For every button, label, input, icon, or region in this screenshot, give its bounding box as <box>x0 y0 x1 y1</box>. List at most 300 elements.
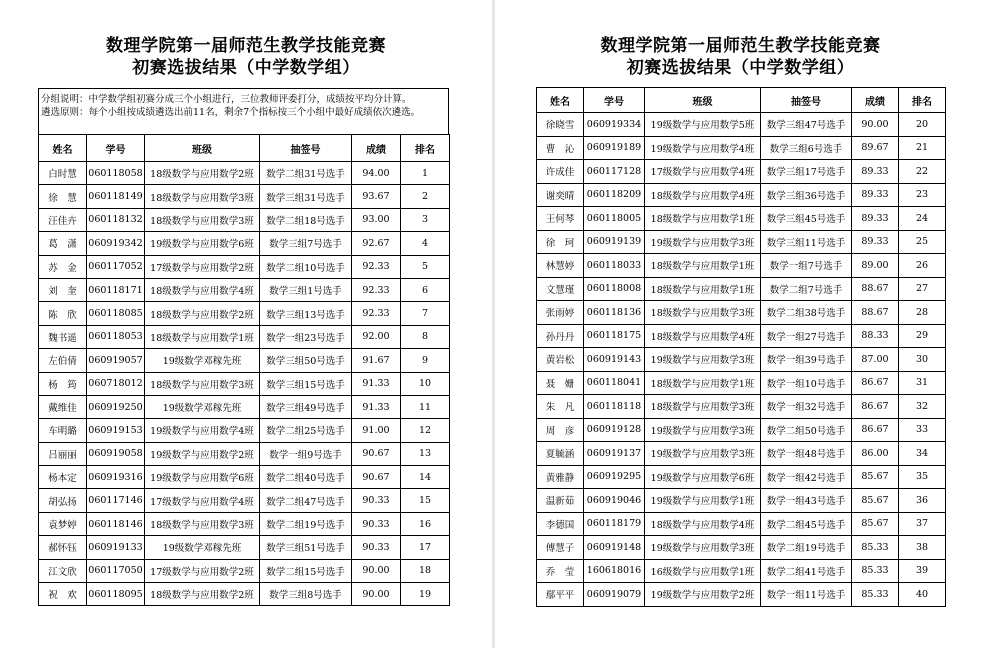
rank-cell: 36 <box>899 489 946 513</box>
class-cell: 19级数学与应用数学3班 <box>645 442 761 466</box>
score-cell: 85.33 <box>852 559 899 583</box>
class-cell: 19级数学与应用数学2班 <box>145 442 260 465</box>
page-title: 数理学院第一届师范生教学技能竞赛 <box>106 36 386 56</box>
score-cell: 85.67 <box>852 465 899 489</box>
class-cell: 18级数学与应用数学3班 <box>145 372 260 395</box>
student-id-cell: 060118171 <box>87 278 145 301</box>
rank-cell: 21 <box>899 136 946 160</box>
table-row <box>39 232 450 255</box>
rank-cell: 30 <box>899 348 946 372</box>
draw-number-cell: 数学一组10号选手 <box>761 371 852 395</box>
score-cell: 94.00 <box>352 162 401 185</box>
name-cell: 温新茹 <box>537 489 584 513</box>
score-cell: 92.67 <box>352 232 401 255</box>
table-row <box>537 160 946 184</box>
name-cell: 陈 欣 <box>39 302 87 325</box>
rank-cell: 37 <box>899 512 946 536</box>
score-cell: 92.33 <box>352 255 401 278</box>
student-id-cell: 060118209 <box>584 183 645 207</box>
score-cell: 90.67 <box>352 466 401 489</box>
name-cell: 徐 珂 <box>537 230 584 254</box>
name-cell: 白时慧 <box>39 162 87 185</box>
page-title: 数理学院第一届师范生教学技能竞赛 <box>600 36 881 56</box>
table-row <box>39 442 450 465</box>
score-cell: 91.33 <box>352 395 401 418</box>
score-cell: 89.33 <box>852 230 899 254</box>
class-cell: 19级数学与应用数学4班 <box>145 419 260 442</box>
draw-number-cell: 数学三组15号选手 <box>260 372 352 395</box>
rank-cell: 40 <box>899 583 946 607</box>
score-cell: 89.33 <box>852 160 899 184</box>
draw-number-cell: 数学一组42号选手 <box>761 465 852 489</box>
class-cell: 19级数学与应用数学6班 <box>145 466 260 489</box>
rank-cell: 16 <box>401 512 450 535</box>
rank-cell: 32 <box>899 395 946 419</box>
score-cell: 92.33 <box>352 302 401 325</box>
name-cell: 曹 沁 <box>537 136 584 160</box>
class-cell: 19级数学与应用数学3班 <box>645 418 761 442</box>
student-id-cell: 060118136 <box>584 301 645 325</box>
draw-number-cell: 数学三组17号选手 <box>761 160 852 184</box>
name-cell: 汪佳卉 <box>39 208 87 231</box>
student-id-cell: 060919057 <box>87 349 145 372</box>
draw-number-cell: 数学三组13号选手 <box>260 302 352 325</box>
student-id-cell: 060919250 <box>87 395 145 418</box>
score-cell: 85.33 <box>852 583 899 607</box>
table-row <box>537 277 946 301</box>
draw-number-cell: 数学二组38号选手 <box>761 301 852 325</box>
class-cell: 17级数学与应用数学4班 <box>645 160 761 184</box>
name-cell: 苏 金 <box>39 255 87 278</box>
student-id-cell: 060118132 <box>87 208 145 231</box>
student-id-cell: 060919133 <box>87 536 145 559</box>
name-cell: 杨 筠 <box>39 372 87 395</box>
table-row <box>39 372 450 395</box>
results-table-right <box>536 87 946 607</box>
student-id-cell: 060919334 <box>584 113 645 137</box>
class-cell: 18级数学与应用数学1班 <box>145 325 260 348</box>
score-cell: 85.33 <box>852 536 899 560</box>
rank-cell: 5 <box>401 255 450 278</box>
class-cell: 17级数学与应用数学2班 <box>145 255 260 278</box>
student-id-cell: 060919058 <box>87 442 145 465</box>
table-row <box>39 162 450 185</box>
student-id-cell: 060919153 <box>87 419 145 442</box>
table-row <box>537 230 946 254</box>
column-header: 抽签号 <box>260 135 352 162</box>
class-cell: 18级数学与应用数学3班 <box>645 395 761 419</box>
student-id-cell: 060117128 <box>584 160 645 184</box>
class-cell: 18级数学与应用数学4班 <box>645 512 761 536</box>
class-cell: 19级数学邓稼先班 <box>145 349 260 372</box>
table-row <box>39 349 450 372</box>
score-cell: 90.00 <box>352 583 401 606</box>
rank-cell: 13 <box>401 442 450 465</box>
column-header: 班级 <box>145 135 260 162</box>
table-row <box>537 465 946 489</box>
rank-cell: 8 <box>401 325 450 348</box>
table-row <box>537 113 946 137</box>
class-cell: 19级数学与应用数学6班 <box>645 465 761 489</box>
rank-cell: 27 <box>899 277 946 301</box>
name-cell: 戴维佳 <box>39 395 87 418</box>
draw-number-cell: 数学一组7号选手 <box>761 254 852 278</box>
name-cell: 文慧瑾 <box>537 277 584 301</box>
score-cell: 85.67 <box>852 489 899 513</box>
student-id-cell: 060118033 <box>584 254 645 278</box>
class-cell: 19级数学与应用数学6班 <box>145 232 260 255</box>
rank-cell: 7 <box>401 302 450 325</box>
name-cell: 王何琴 <box>537 207 584 231</box>
student-id-cell: 060117050 <box>87 559 145 582</box>
score-cell: 92.00 <box>352 325 401 348</box>
draw-number-cell: 数学三组31号选手 <box>260 185 352 208</box>
name-cell: 吕丽丽 <box>39 442 87 465</box>
document-page-left <box>0 0 492 648</box>
table-row <box>537 371 946 395</box>
draw-number-cell: 数学三组7号选手 <box>260 232 352 255</box>
student-id-cell: 060919079 <box>584 583 645 607</box>
table-row <box>537 254 946 278</box>
draw-number-cell: 数学二组10号选手 <box>260 255 352 278</box>
draw-number-cell: 数学三组36号选手 <box>761 183 852 207</box>
score-cell: 92.33 <box>352 278 401 301</box>
draw-number-cell: 数学三组45号选手 <box>761 207 852 231</box>
score-cell: 91.00 <box>352 419 401 442</box>
table-row <box>537 136 946 160</box>
name-cell: 郝怀钰 <box>39 536 87 559</box>
table-row <box>39 278 450 301</box>
table-row <box>39 512 450 535</box>
student-id-cell: 060919342 <box>87 232 145 255</box>
class-cell: 18级数学与应用数学3班 <box>145 208 260 231</box>
score-cell: 85.67 <box>852 512 899 536</box>
draw-number-cell: 数学二组47号选手 <box>260 489 352 512</box>
student-id-cell: 060118085 <box>87 302 145 325</box>
name-cell: 黄岩松 <box>537 348 584 372</box>
score-cell: 90.33 <box>352 512 401 535</box>
student-id-cell: 060118179 <box>584 512 645 536</box>
score-cell: 89.67 <box>852 136 899 160</box>
rank-cell: 39 <box>899 559 946 583</box>
column-header: 排名 <box>899 88 946 113</box>
class-cell: 18级数学与应用数学1班 <box>645 207 761 231</box>
name-cell: 刘 奎 <box>39 278 87 301</box>
student-id-cell: 060118095 <box>87 583 145 606</box>
class-cell: 19级数学与应用数学4班 <box>645 136 761 160</box>
rank-cell: 35 <box>899 465 946 489</box>
score-cell: 86.67 <box>852 418 899 442</box>
name-cell: 谢奕晴 <box>537 183 584 207</box>
name-cell: 胡弘扬 <box>39 489 87 512</box>
draw-number-cell: 数学二组40号选手 <box>260 466 352 489</box>
student-id-cell: 060919295 <box>584 465 645 489</box>
table-row <box>39 325 450 348</box>
table-row <box>39 302 450 325</box>
score-cell: 87.00 <box>852 348 899 372</box>
table-row <box>537 442 946 466</box>
rank-cell: 20 <box>899 113 946 137</box>
table-row <box>537 512 946 536</box>
rank-cell: 28 <box>899 301 946 325</box>
rank-cell: 15 <box>401 489 450 512</box>
draw-number-cell: 数学一组27号选手 <box>761 324 852 348</box>
score-cell: 86.67 <box>852 395 899 419</box>
score-cell: 88.67 <box>852 301 899 325</box>
name-cell: 车明璐 <box>39 419 87 442</box>
rank-cell: 22 <box>899 160 946 184</box>
name-cell: 李德国 <box>537 512 584 536</box>
score-cell: 90.33 <box>352 536 401 559</box>
draw-number-cell: 数学一组11号选手 <box>761 583 852 607</box>
name-cell: 聂 姗 <box>537 371 584 395</box>
column-header: 姓名 <box>39 135 87 162</box>
score-cell: 88.67 <box>852 277 899 301</box>
rank-cell: 19 <box>401 583 450 606</box>
class-cell: 18级数学与应用数学3班 <box>145 185 260 208</box>
class-cell: 16级数学与应用数学1班 <box>645 559 761 583</box>
table-row <box>39 559 450 582</box>
class-cell: 18级数学与应用数学2班 <box>145 162 260 185</box>
score-cell: 86.00 <box>852 442 899 466</box>
class-cell: 18级数学与应用数学3班 <box>645 301 761 325</box>
rank-cell: 29 <box>899 324 946 348</box>
rank-cell: 1 <box>401 162 450 185</box>
table-row <box>39 583 450 606</box>
rank-cell: 14 <box>401 466 450 489</box>
student-id-cell: 060118118 <box>584 395 645 419</box>
table-row <box>39 536 450 559</box>
student-id-cell: 060919189 <box>584 136 645 160</box>
class-cell: 17级数学与应用数学4班 <box>145 489 260 512</box>
draw-number-cell: 数学三组8号选手 <box>260 583 352 606</box>
name-cell: 鄢平平 <box>537 583 584 607</box>
table-row <box>537 301 946 325</box>
score-cell: 89.00 <box>852 254 899 278</box>
column-header: 排名 <box>401 135 450 162</box>
student-id-cell: 060919046 <box>584 489 645 513</box>
name-cell: 乔 莹 <box>537 559 584 583</box>
class-cell: 18级数学与应用数学1班 <box>645 371 761 395</box>
student-id-cell: 060919128 <box>584 418 645 442</box>
student-id-cell: 060118058 <box>87 162 145 185</box>
column-header: 姓名 <box>537 88 584 113</box>
draw-number-cell: 数学二组41号选手 <box>761 559 852 583</box>
rank-cell: 2 <box>401 185 450 208</box>
class-cell: 18级数学与应用数学3班 <box>145 512 260 535</box>
draw-number-cell: 数学三组47号选手 <box>761 113 852 137</box>
score-cell: 93.67 <box>352 185 401 208</box>
student-id-cell: 060118175 <box>584 324 645 348</box>
draw-number-cell: 数学二组7号选手 <box>761 277 852 301</box>
rank-cell: 4 <box>401 232 450 255</box>
class-cell: 18级数学与应用数学1班 <box>645 277 761 301</box>
student-id-cell: 060919137 <box>584 442 645 466</box>
grouping-note: 分组说明：中学数学组初赛分成三个小组进行，三位教师评委打分，成绩按平均分计算。 <box>41 94 412 105</box>
name-cell: 周 彦 <box>537 418 584 442</box>
draw-number-cell: 数学二组19号选手 <box>260 512 352 535</box>
name-cell: 傅慧子 <box>537 536 584 560</box>
rank-cell: 11 <box>401 395 450 418</box>
class-cell: 18级数学与应用数学4班 <box>645 324 761 348</box>
rank-cell: 33 <box>899 418 946 442</box>
draw-number-cell: 数学三组11号选手 <box>761 230 852 254</box>
selection-note: 遴选原则：每个小组按成绩遴选出前11名，剩余7个指标按三个小组中最好成绩依次遴选。 <box>41 107 421 118</box>
class-cell: 19级数学与应用数学1班 <box>645 489 761 513</box>
score-cell: 90.33 <box>352 489 401 512</box>
draw-number-cell: 数学三组1号选手 <box>260 278 352 301</box>
student-id-cell: 060117052 <box>87 255 145 278</box>
table-row <box>39 395 450 418</box>
draw-number-cell: 数学二组50号选手 <box>761 418 852 442</box>
class-cell: 18级数学与应用数学4班 <box>645 183 761 207</box>
rank-cell: 34 <box>899 442 946 466</box>
name-cell: 魏书遥 <box>39 325 87 348</box>
table-row <box>39 466 450 489</box>
name-cell: 杨本定 <box>39 466 87 489</box>
class-cell: 19级数学与应用数学2班 <box>645 583 761 607</box>
name-cell: 张雨婷 <box>537 301 584 325</box>
draw-number-cell: 数学二组15号选手 <box>260 559 352 582</box>
name-cell: 孙丹丹 <box>537 324 584 348</box>
student-id-cell: 060118149 <box>87 185 145 208</box>
name-cell: 徐晓雪 <box>537 113 584 137</box>
table-row <box>537 348 946 372</box>
column-header: 成绩 <box>352 135 401 162</box>
name-cell: 黄雅静 <box>537 465 584 489</box>
name-cell: 徐 慧 <box>39 185 87 208</box>
table-row <box>537 418 946 442</box>
name-cell: 林慧婷 <box>537 254 584 278</box>
student-id-cell: 060919316 <box>87 466 145 489</box>
rank-cell: 18 <box>401 559 450 582</box>
rank-cell: 6 <box>401 278 450 301</box>
draw-number-cell: 数学一组32号选手 <box>761 395 852 419</box>
table-row <box>537 395 946 419</box>
table-row <box>537 559 946 583</box>
draw-number-cell: 数学二组31号选手 <box>260 162 352 185</box>
student-id-cell: 060118041 <box>584 371 645 395</box>
draw-number-cell: 数学二组19号选手 <box>761 536 852 560</box>
class-cell: 18级数学与应用数学1班 <box>645 254 761 278</box>
score-cell: 91.33 <box>352 372 401 395</box>
draw-number-cell: 数学三组6号选手 <box>761 136 852 160</box>
name-cell: 左伯倩 <box>39 349 87 372</box>
name-cell: 祝 欢 <box>39 583 87 606</box>
rank-cell: 9 <box>401 349 450 372</box>
column-header: 成绩 <box>852 88 899 113</box>
draw-number-cell: 数学二组45号选手 <box>761 512 852 536</box>
student-id-cell: 060718012 <box>87 372 145 395</box>
column-header: 抽签号 <box>761 88 852 113</box>
rank-cell: 26 <box>899 254 946 278</box>
name-cell: 葛 潇 <box>39 232 87 255</box>
student-id-cell: 060118008 <box>584 277 645 301</box>
draw-number-cell: 数学三组50号选手 <box>260 349 352 372</box>
table-row <box>537 324 946 348</box>
score-cell: 91.67 <box>352 349 401 372</box>
notes-box <box>38 88 449 134</box>
student-id-cell: 060919143 <box>584 348 645 372</box>
table-row <box>39 419 450 442</box>
class-cell: 19级数学邓稼先班 <box>145 536 260 559</box>
rank-cell: 10 <box>401 372 450 395</box>
table-row <box>537 207 946 231</box>
column-header: 学号 <box>87 135 145 162</box>
name-cell: 袁梦婷 <box>39 512 87 535</box>
student-id-cell: 060919139 <box>584 230 645 254</box>
student-id-cell: 060919148 <box>584 536 645 560</box>
draw-number-cell: 数学二组25号选手 <box>260 419 352 442</box>
draw-number-cell: 数学三组49号选手 <box>260 395 352 418</box>
rank-cell: 24 <box>899 207 946 231</box>
score-cell: 93.00 <box>352 208 401 231</box>
table-row <box>39 255 450 278</box>
student-id-cell: 060117146 <box>87 489 145 512</box>
draw-number-cell: 数学三组51号选手 <box>260 536 352 559</box>
student-id-cell: 060118146 <box>87 512 145 535</box>
column-header: 学号 <box>584 88 645 113</box>
student-id-cell: 160618016 <box>584 559 645 583</box>
draw-number-cell: 数学二组18号选手 <box>260 208 352 231</box>
draw-number-cell: 数学一组23号选手 <box>260 325 352 348</box>
rank-cell: 31 <box>899 371 946 395</box>
class-cell: 19级数学与应用数学3班 <box>645 348 761 372</box>
class-cell: 19级数学邓稼先班 <box>145 395 260 418</box>
draw-number-cell: 数学一组48号选手 <box>761 442 852 466</box>
class-cell: 18级数学与应用数学2班 <box>145 583 260 606</box>
table-row <box>537 489 946 513</box>
draw-number-cell: 数学一组43号选手 <box>761 489 852 513</box>
rank-cell: 12 <box>401 419 450 442</box>
class-cell: 19级数学与应用数学3班 <box>645 536 761 560</box>
draw-number-cell: 数学一组9号选手 <box>260 442 352 465</box>
table-row <box>39 208 450 231</box>
score-cell: 88.33 <box>852 324 899 348</box>
rank-cell: 23 <box>899 183 946 207</box>
table-header-row <box>537 88 946 113</box>
table-header-row <box>39 135 450 162</box>
rank-cell: 3 <box>401 208 450 231</box>
table-row <box>537 183 946 207</box>
class-cell: 18级数学与应用数学4班 <box>145 278 260 301</box>
class-cell: 18级数学与应用数学2班 <box>145 302 260 325</box>
score-cell: 86.67 <box>852 371 899 395</box>
page-subtitle: 初赛选拔结果（中学数学组） <box>132 58 360 78</box>
student-id-cell: 060118053 <box>87 325 145 348</box>
name-cell: 许成佳 <box>537 160 584 184</box>
score-cell: 90.00 <box>352 559 401 582</box>
class-cell: 17级数学与应用数学2班 <box>145 559 260 582</box>
rank-cell: 38 <box>899 536 946 560</box>
score-cell: 90.67 <box>352 442 401 465</box>
score-cell: 89.33 <box>852 207 899 231</box>
column-header: 班级 <box>645 88 761 113</box>
draw-number-cell: 数学一组39号选手 <box>761 348 852 372</box>
name-cell: 夏毓涵 <box>537 442 584 466</box>
document-page-right <box>495 0 986 648</box>
table-row <box>39 489 450 512</box>
table-row <box>537 583 946 607</box>
results-table-left <box>38 134 450 606</box>
name-cell: 朱 凡 <box>537 395 584 419</box>
student-id-cell: 060118005 <box>584 207 645 231</box>
table-row <box>537 536 946 560</box>
class-cell: 19级数学与应用数学3班 <box>645 230 761 254</box>
name-cell: 江文欣 <box>39 559 87 582</box>
score-cell: 89.33 <box>852 183 899 207</box>
rank-cell: 25 <box>899 230 946 254</box>
